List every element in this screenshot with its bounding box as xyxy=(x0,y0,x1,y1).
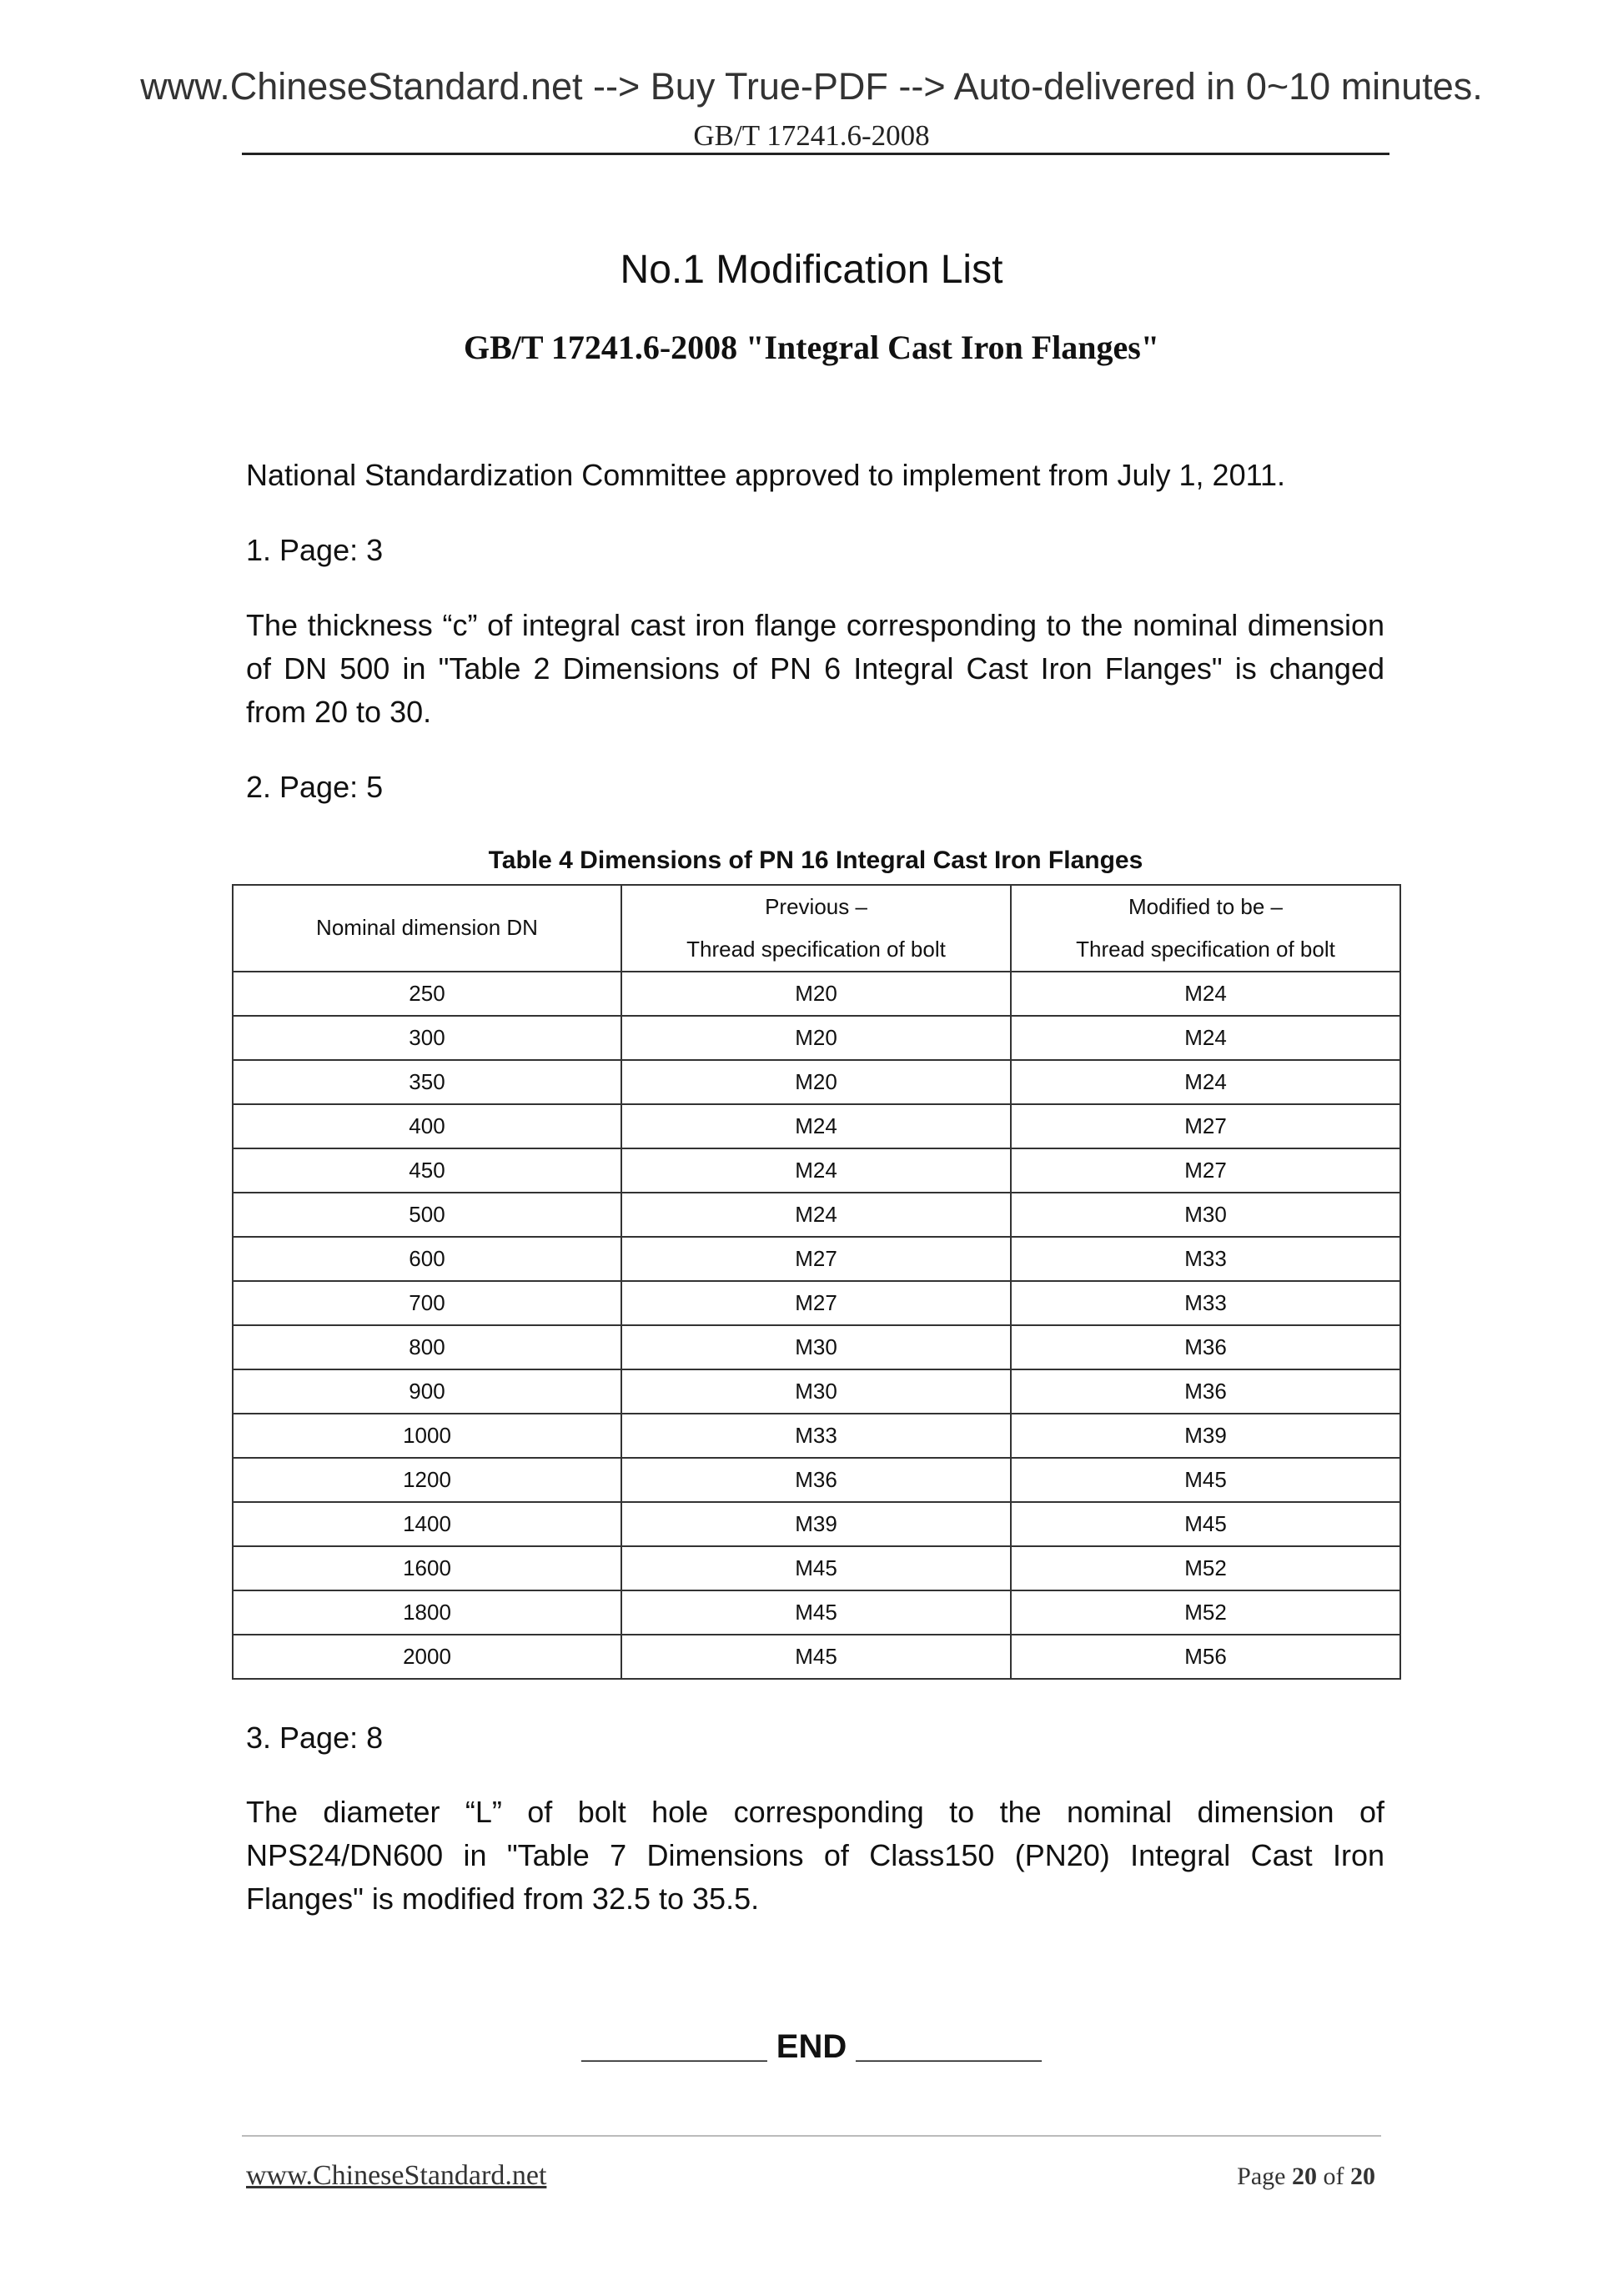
top-banner: www.ChineseStandard.net --> Buy True-PDF --> Auto-delivered in 0~10 minutes. xyxy=(140,65,1483,108)
table-row xyxy=(233,1590,1400,1635)
cell-modified-thread: M36 xyxy=(1011,1369,1400,1414)
header-modified-bottom: Thread specification of bolt xyxy=(1076,937,1335,962)
page-total: 20 xyxy=(1350,2163,1375,2190)
cell-nominal-dimension: 1600 xyxy=(233,1546,621,1590)
cell-nominal-dimension: 400 xyxy=(233,1104,621,1148)
header-divider xyxy=(242,153,1389,155)
cell-previous-thread: M20 xyxy=(621,1016,1011,1060)
document-subtitle: GB/T 17241.6-2008 "Integral Cast Iron Flanges" xyxy=(463,329,1160,366)
section-3-text: The diameter “L” of bolt hole corresponding to the nominal dimension of NPS24/DN600 in "Table 7 Dimensions of Class150 (PN20) Integral Cast Iron Flanges" is modified from 32.5 to 35.5. xyxy=(246,1795,1384,1916)
cell-nominal-dimension: 600 xyxy=(233,1237,621,1281)
table-row xyxy=(233,1635,1400,1679)
cell-nominal-dimension: 1800 xyxy=(233,1590,621,1635)
cell-modified-thread: M33 xyxy=(1011,1281,1400,1325)
cell-previous-thread: M20 xyxy=(621,1060,1011,1104)
table-row xyxy=(233,1281,1400,1325)
cell-modified-thread: M24 xyxy=(1011,972,1400,1016)
cell-previous-thread: M24 xyxy=(621,1148,1011,1193)
header-previous-bottom: Thread specification of bolt xyxy=(686,937,946,962)
table-row xyxy=(233,1325,1400,1369)
table-row xyxy=(233,1016,1400,1060)
page-current: 20 xyxy=(1292,2163,1317,2190)
cell-previous-thread: M24 xyxy=(621,1104,1011,1148)
cell-nominal-dimension: 1400 xyxy=(233,1502,621,1546)
cell-previous-thread: M30 xyxy=(621,1325,1011,1369)
table-row xyxy=(233,1148,1400,1193)
standard-code-header: GB/T 17241.6-2008 xyxy=(693,119,930,152)
table-row xyxy=(233,972,1400,1016)
cell-modified-thread: M45 xyxy=(1011,1502,1400,1546)
cell-nominal-dimension: 1000 xyxy=(233,1414,621,1458)
document-title: No.1 Modification List xyxy=(620,248,1003,292)
section-1-text: The thickness “c” of integral cast iron flange corresponding to the nominal dimension of DN 500 in "Table 2 Dimensions of PN 6 Integral Cast Iron Flanges" is changed from 20 to 30. xyxy=(246,608,1384,729)
page-of: of xyxy=(1323,2163,1344,2190)
cell-previous-thread: M39 xyxy=(621,1502,1011,1546)
cell-modified-thread: M33 xyxy=(1011,1237,1400,1281)
cell-modified-thread: M52 xyxy=(1011,1546,1400,1590)
cell-modified-thread: M30 xyxy=(1011,1193,1400,1237)
cell-previous-thread: M30 xyxy=(621,1369,1011,1414)
cell-modified-thread: M39 xyxy=(1011,1414,1400,1458)
table-row xyxy=(233,1546,1400,1590)
table-header-row xyxy=(233,885,1400,972)
cell-modified-thread: M24 xyxy=(1011,1060,1400,1104)
table-row xyxy=(233,1193,1400,1237)
approval-statement: National Standardization Committee approved to implement from July 1, 2011. xyxy=(246,458,1285,492)
section-2-page-label: 2. Page: 5 xyxy=(246,770,384,804)
table-row xyxy=(233,1458,1400,1502)
header-nominal-dimension: Nominal dimension DN xyxy=(233,885,621,972)
cell-previous-thread: M36 xyxy=(621,1458,1011,1502)
cell-modified-thread: M36 xyxy=(1011,1325,1400,1369)
cell-modified-thread: M56 xyxy=(1011,1635,1400,1679)
cell-nominal-dimension: 250 xyxy=(233,972,621,1016)
table-row xyxy=(233,1237,1400,1281)
table-row xyxy=(233,1414,1400,1458)
footer-divider xyxy=(242,2135,1381,2137)
footer-page-number xyxy=(1237,2163,1375,2191)
header-modified-top: Modified to be – xyxy=(1128,894,1283,919)
cell-modified-thread: M24 xyxy=(1011,1016,1400,1060)
cell-nominal-dimension: 800 xyxy=(233,1325,621,1369)
cell-modified-thread: M27 xyxy=(1011,1148,1400,1193)
footer-site-link[interactable]: www.ChineseStandard.net xyxy=(246,2160,547,2191)
cell-nominal-dimension: 1200 xyxy=(233,1458,621,1502)
cell-previous-thread: M27 xyxy=(621,1237,1011,1281)
cell-nominal-dimension: 450 xyxy=(233,1148,621,1193)
section-1-page-label: 1. Page: 3 xyxy=(246,533,384,567)
cell-nominal-dimension: 500 xyxy=(233,1193,621,1237)
table-row xyxy=(233,1060,1400,1104)
cell-nominal-dimension: 2000 xyxy=(233,1635,621,1679)
cell-previous-thread: M45 xyxy=(621,1590,1011,1635)
cell-previous-thread: M33 xyxy=(621,1414,1011,1458)
cell-previous-thread: M45 xyxy=(621,1635,1011,1679)
section-3-page-label: 3. Page: 8 xyxy=(246,1721,384,1755)
modification-table xyxy=(232,884,1401,1680)
cell-modified-thread: M45 xyxy=(1011,1458,1400,1502)
cell-previous-thread: M27 xyxy=(621,1281,1011,1325)
header-previous-top: Previous – xyxy=(765,894,867,919)
cell-previous-thread: M24 xyxy=(621,1193,1011,1237)
cell-nominal-dimension: 700 xyxy=(233,1281,621,1325)
header-modified xyxy=(1011,885,1400,972)
cell-nominal-dimension: 300 xyxy=(233,1016,621,1060)
table-row xyxy=(233,1369,1400,1414)
page-prefix: Page xyxy=(1237,2163,1286,2190)
end-marker: __________ END __________ xyxy=(581,2028,1042,2065)
cell-nominal-dimension: 350 xyxy=(233,1060,621,1104)
header-previous xyxy=(621,885,1011,972)
table-row xyxy=(233,1104,1400,1148)
table-row xyxy=(233,1502,1400,1546)
cell-modified-thread: M52 xyxy=(1011,1590,1400,1635)
table-caption: Table 4 Dimensions of PN 16 Integral Cast Iron Flanges xyxy=(488,847,1143,874)
cell-previous-thread: M20 xyxy=(621,972,1011,1016)
cell-previous-thread: M45 xyxy=(621,1546,1011,1590)
cell-nominal-dimension: 900 xyxy=(233,1369,621,1414)
cell-modified-thread: M27 xyxy=(1011,1104,1400,1148)
